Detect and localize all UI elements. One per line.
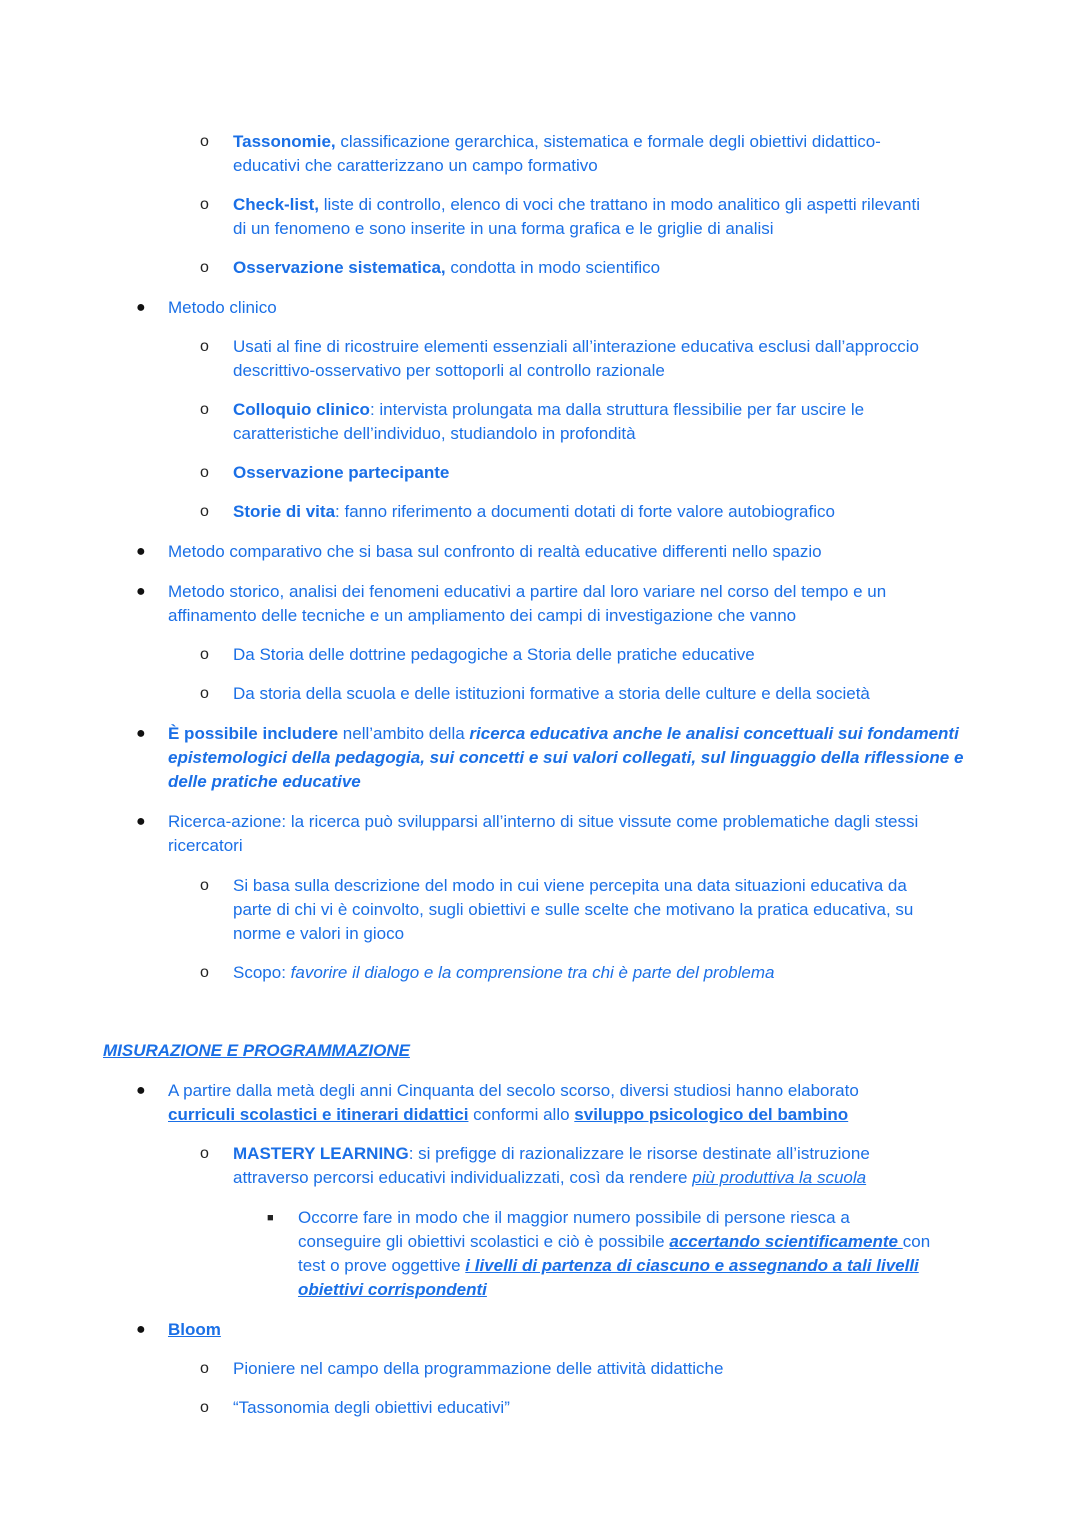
list-item-cont: conseguire gli obiettivi scolastici e ciò è possibile accertando scientificamente con [298, 1232, 931, 1251]
list-item-cont: epistemologici della pedagogia, sui concetti e sui valori collegati, sul linguaggio della riflessione e [168, 748, 964, 767]
sub-bullet: o [200, 964, 209, 981]
list-item-cont: affinamento delle tecniche e un ampliamento dei campi di investigazione che vanno [168, 606, 797, 625]
sub-bullet: o [200, 877, 209, 894]
bullet: ● [136, 299, 146, 316]
list-item-cont: parte di chi vi è coinvolto, sugli obiettivi e sulle scelte che motivano la pratica educativa, su [233, 900, 914, 919]
sub-bullet: o [200, 259, 209, 276]
list-item-cont: curriculi scolastici e itinerari didattici conformi allo sviluppo psicologico del bambino [168, 1105, 849, 1124]
list-item: MASTERY LEARNING: si prefigge di razionalizzare le risorse destinate all’istruzione [233, 1144, 870, 1163]
bullet: ● [136, 1082, 146, 1099]
list-item: Colloquio clinico: intervista prolungata ma dalla struttura flessibilie per far uscire le [233, 400, 865, 419]
list-item-cont: descrittivo-osservativo per sottoporli al controllo razionale [233, 361, 665, 380]
sub-bullet: o [200, 401, 209, 418]
list-item: Osservazione partecipante [233, 463, 450, 482]
list-item-cont: ricercatori [168, 836, 243, 855]
list-item-cont: attraverso percorsi educativi individualizzati, così da rendere più produttiva la scuola [233, 1168, 867, 1187]
sub-bullet: o [200, 685, 209, 702]
sub-bullet: o [200, 646, 209, 663]
bullet: ● [136, 1321, 146, 1338]
list-item-cont: delle pratiche educative [168, 772, 361, 791]
list-item: Metodo storico, analisi dei fenomeni educativi a partire dal loro variare nel corso del tempo e un [168, 582, 887, 601]
sub-bullet: o [200, 503, 209, 520]
bullet: ● [136, 725, 146, 742]
list-item: Ricerca-azione: la ricerca può svilupparsi all’interno di situe vissute come problematiche dagli stessi [168, 812, 919, 831]
list-item: A partire dalla metà degli anni Cinquanta del secolo scorso, diversi studiosi hanno elaborato [168, 1081, 859, 1100]
bullet: ● [136, 813, 146, 830]
list-item-cont: caratteristiche dell’individuo, studiandolo in profondità [233, 424, 636, 443]
list-item-cont: educativi che caratterizzano un campo formativo [233, 156, 598, 175]
sub-bullet: o [200, 1399, 209, 1416]
list-item: Da storia della scuola e delle istituzioni formative a storia delle culture e della società [233, 684, 870, 703]
bullet: ● [136, 583, 146, 600]
sub-bullet: o [200, 338, 209, 355]
list-item: Check-list, liste di controllo, elenco di voci che trattano in modo analitico gli aspetti rilevanti [233, 195, 920, 214]
sub-bullet: o [200, 196, 209, 213]
list-item-cont: obiettivi corrispondenti [298, 1280, 487, 1299]
list-item-cont: norme e valori in gioco [233, 924, 405, 943]
list-item: Scopo: favorire il dialogo e la comprensione tra chi è parte del problema [233, 963, 775, 982]
sub-bullet: o [200, 1360, 209, 1377]
section-heading: MISURAZIONE E PROGRAMMAZIONE [103, 1041, 410, 1060]
list-item: Usati al fine di ricostruire elementi essenziali all’interazione educativa esclusi dall’approccio [233, 337, 920, 356]
list-item: Osservazione sistematica, condotta in modo scientifico [233, 258, 661, 277]
list-item: Metodo clinico [168, 298, 277, 317]
list-item: Si basa sulla descrizione del modo in cui viene percepita una data situazioni educativa da [233, 876, 907, 895]
square-bullet: ■ [267, 1212, 274, 1224]
bullet: ● [136, 543, 146, 560]
list-item: Da Storia delle dottrine pedagogiche a Storia delle pratiche educative [233, 645, 755, 664]
sub-bullet: o [200, 464, 209, 481]
list-item: Occorre fare in modo che il maggior numero possibile di persone riesca a [298, 1208, 850, 1227]
list-item: Metodo comparativo che si basa sul confronto di realtà educative differenti nello spazio [168, 542, 822, 561]
list-item-cont: test o prove oggettive i livelli di partenza di ciascuno e assegnando a tali livelli [298, 1256, 919, 1275]
list-item: Bloom [168, 1320, 221, 1339]
list-item: “Tassonomia degli obiettivi educativi” [233, 1398, 510, 1417]
list-item: È possibile includere nell’ambito della ricerca educativa anche le analisi concettuali sui fondamenti [168, 724, 959, 743]
sub-bullet: o [200, 1145, 209, 1162]
list-item: Pioniere nel campo della programmazione delle attività didattiche [233, 1359, 724, 1378]
list-item: Tassonomie, classificazione gerarchica, sistematica e formale degli obiettivi didattico- [233, 132, 881, 151]
sub-bullet: o [200, 133, 209, 150]
list-item-cont: di un fenomeno e sono inserite in una forma grafica e le griglie di analisi [233, 219, 774, 238]
list-item: Storie di vita: fanno riferimento a documenti dotati di forte valore autobiografico [233, 502, 835, 521]
